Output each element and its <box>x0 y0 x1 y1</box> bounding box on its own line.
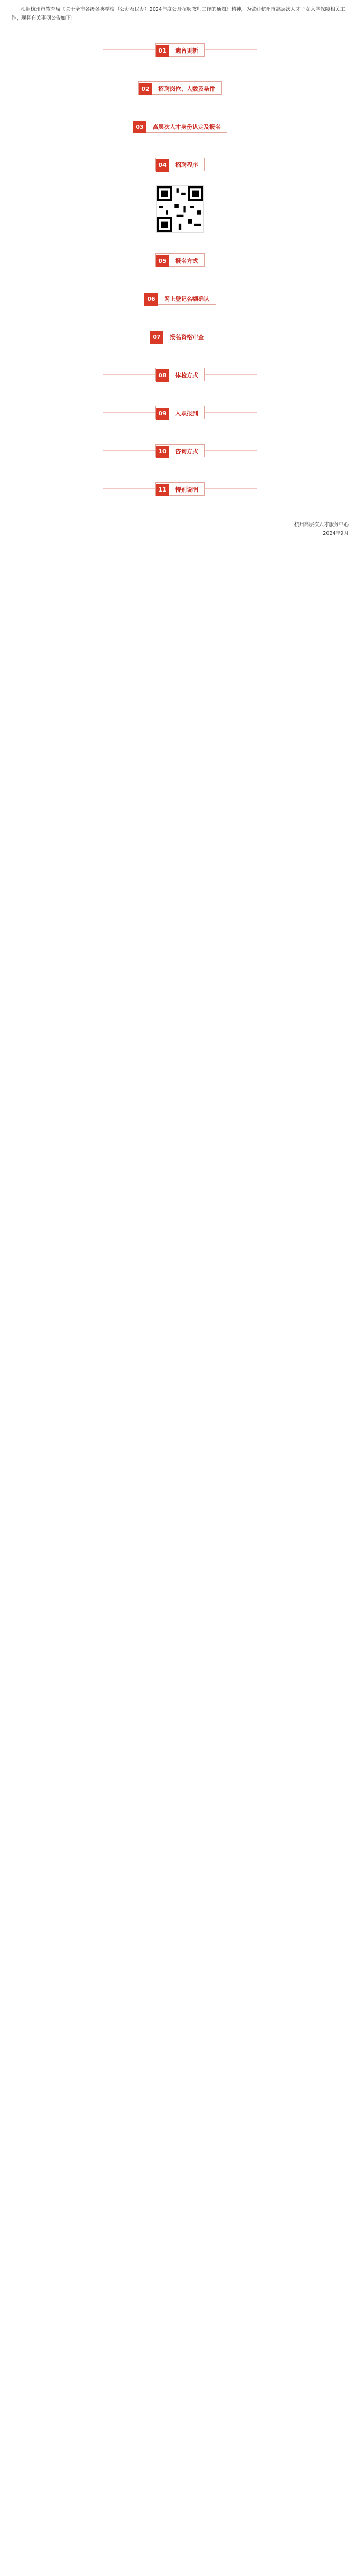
section-header-1 <box>103 43 257 61</box>
intro-paragraph: 根据杭州市教育局《关于全市各级各类学校（公办及民办）2024年度公开招聘教师工作的通知》精神，为做好杭州市高层次人才子女入学保障相关工作，现将有关事项公告如下： <box>11 7 346 21</box>
section-header-8 <box>103 368 257 385</box>
section-title: 入职报到 <box>175 410 198 417</box>
section-header-4 <box>103 158 257 175</box>
section-title: 体检方式 <box>175 372 198 379</box>
qr-code <box>156 185 204 233</box>
section-number: 01 <box>156 45 169 57</box>
section-number: 06 <box>144 293 158 306</box>
section-number: 04 <box>156 159 169 172</box>
section-number: 02 <box>139 83 152 95</box>
section-title: 招聘程序 <box>175 162 198 168</box>
section-number: 11 <box>156 484 169 496</box>
section-header-6 <box>103 292 257 309</box>
footer-date: 2024年9月 <box>323 531 349 536</box>
section-title: 特别说明 <box>175 486 198 493</box>
section-header-10 <box>103 444 257 462</box>
section-number: 05 <box>156 255 169 267</box>
section-title: 招聘岗位、人数及条件 <box>158 86 215 92</box>
section-number: 07 <box>150 331 163 344</box>
section-header-7 <box>103 330 257 347</box>
section-title: 报名方式 <box>175 258 198 264</box>
section-number: 10 <box>156 446 169 458</box>
section-number: 09 <box>156 408 169 420</box>
section-header-2 <box>103 81 257 99</box>
section-header-5 <box>103 253 257 271</box>
section-title: 报名资格审查 <box>170 334 204 341</box>
signature-block <box>11 520 349 538</box>
footer-org: 杭州高层次人才服务中心 <box>294 522 349 528</box>
section-header-11 <box>103 482 257 500</box>
section-title: 遗留更新 <box>175 47 198 54</box>
section-title: 高层次人才身份认定及报名 <box>153 124 221 130</box>
section-header-9 <box>103 406 257 423</box>
section-title: 咨询方式 <box>175 448 198 455</box>
section-number: 08 <box>156 369 169 382</box>
section-number: 03 <box>133 121 146 133</box>
section-title: 网上登记名额确认 <box>164 296 209 302</box>
section-header-3 <box>103 120 257 137</box>
qr-code-icon <box>157 186 203 232</box>
